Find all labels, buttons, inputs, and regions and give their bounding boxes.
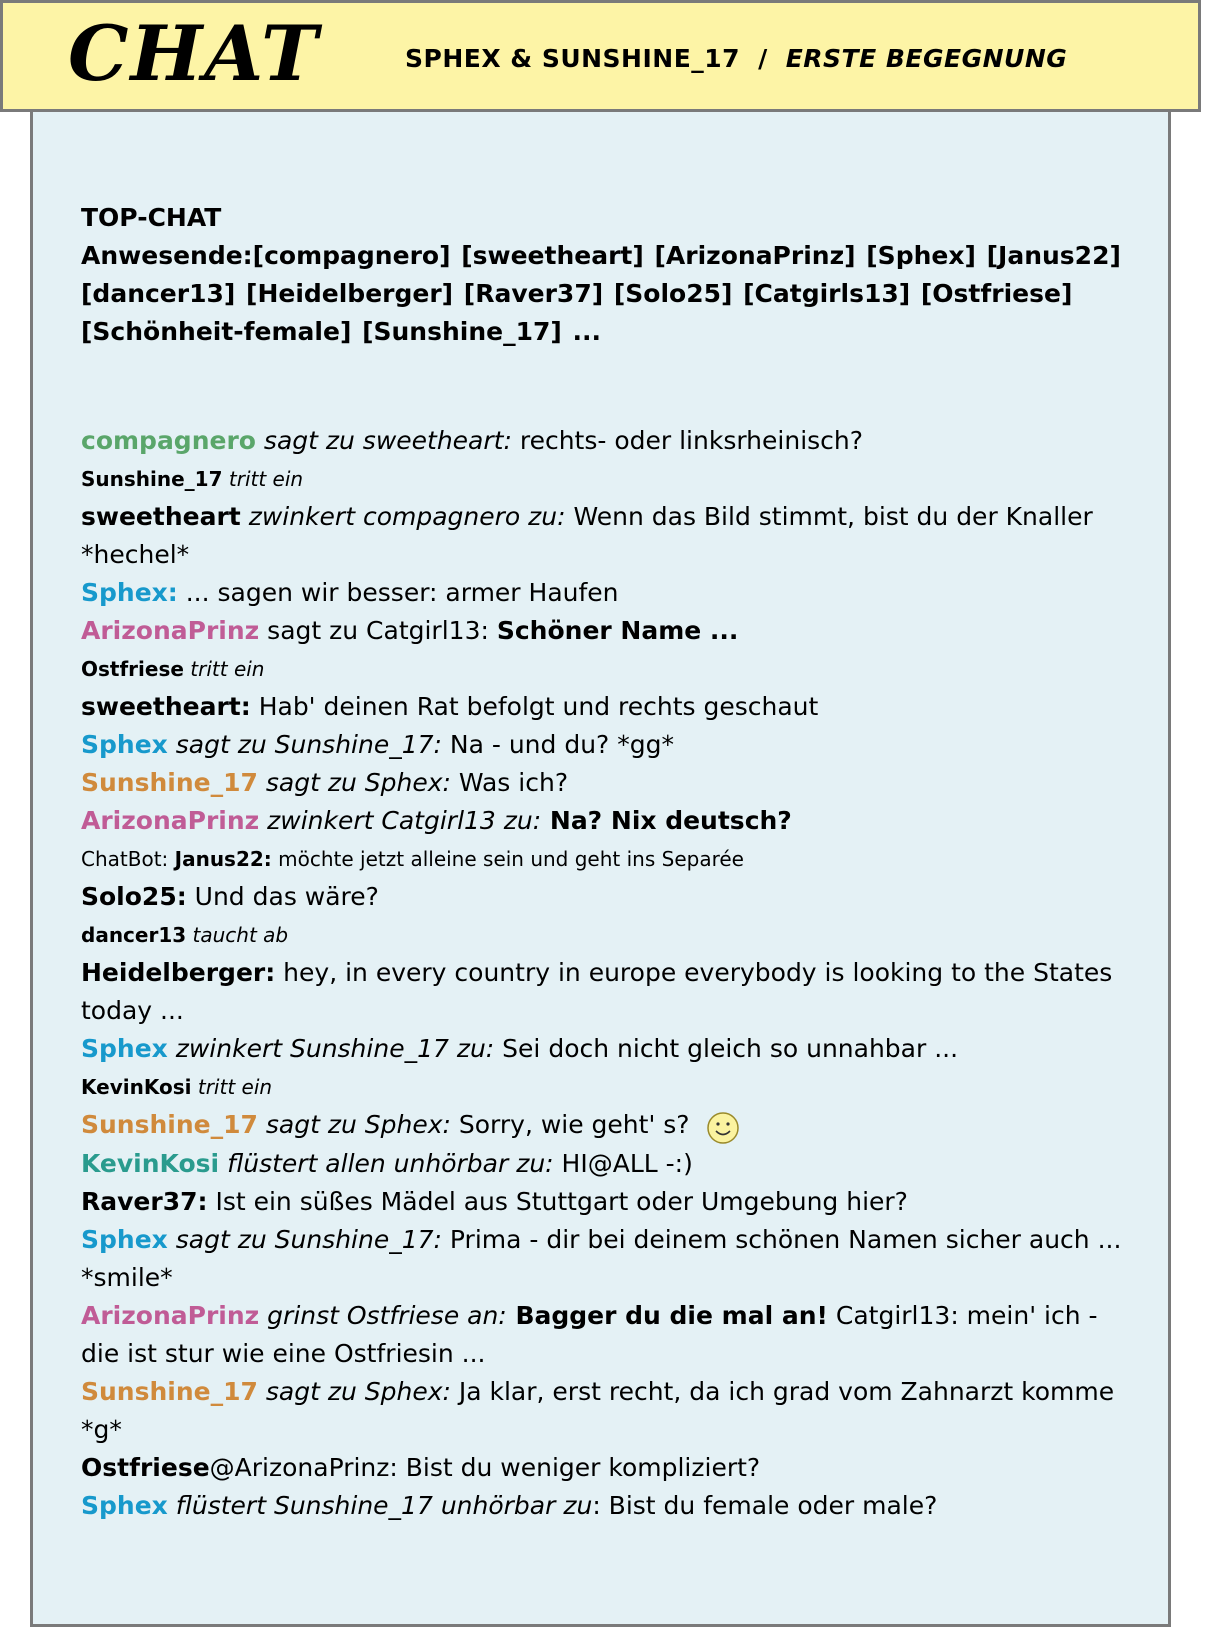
chatbot-prefix: ChatBot: xyxy=(81,847,175,871)
chat-text: HI@ALL -:) xyxy=(553,1149,693,1178)
system-message xyxy=(81,916,1141,954)
chat-logo: CHAT xyxy=(68,9,320,98)
chat-message xyxy=(81,954,1141,1030)
chat-message xyxy=(81,688,1141,726)
chat-text: ... sagen wir besser: armer Haufen xyxy=(177,578,619,607)
smiley-icon xyxy=(706,1111,740,1145)
chat-message xyxy=(81,1373,1141,1449)
chat-message xyxy=(81,764,1141,802)
chat-user: Solo25: xyxy=(81,882,187,911)
chat-action: taucht ab xyxy=(186,923,289,947)
chat-user: ArizonaPrinz xyxy=(81,616,260,645)
chat-message xyxy=(81,574,1141,612)
chat-user: ArizonaPrinz xyxy=(81,806,260,835)
chat-message xyxy=(81,726,1141,764)
chatbot-message xyxy=(81,840,1141,878)
chat-action: flüstert allen unhörbar zu: xyxy=(219,1149,554,1178)
chat-text: Ist ein süßes Mädel aus Stuttgart oder Umgebung hier? xyxy=(207,1187,908,1216)
subtitle-separator: / xyxy=(758,44,768,73)
chat-text: hey, in every country in europe everybody is looking to the States today ... xyxy=(81,958,1113,1025)
chat-action: sagt zu Sphex: xyxy=(257,1110,451,1139)
chat-action: sagt zu Sphex: xyxy=(257,1377,451,1406)
chat-action: sagt zu Sunshine_17: xyxy=(167,730,442,759)
chat-action: sagt zu Sphex: xyxy=(257,768,451,797)
chat-text: rechts- oder linksrheinisch? xyxy=(511,426,864,455)
chat-strong-text: Schöner Name ... xyxy=(496,616,739,645)
chat-text: Prima - dir bei deinem schönen Namen sicher auch ... *smile* xyxy=(81,1225,1122,1292)
chat-user: Ostfriese xyxy=(81,1453,210,1482)
chat-user: Sphex xyxy=(81,1491,168,1520)
chat-message xyxy=(81,878,1141,916)
chat-text: Sei doch nicht gleich so unnahbar ... xyxy=(494,1034,959,1063)
chat-text: : Bist du female oder male? xyxy=(592,1491,938,1520)
chat-text: Catgirl13: mein' ich - die ist stur wie eine Ostfriesin ... xyxy=(81,1301,1098,1368)
chat-user: Sunshine_17 xyxy=(81,467,223,491)
chat-header xyxy=(0,0,1201,112)
chat-user: compagnero xyxy=(81,426,256,455)
chat-message xyxy=(81,498,1141,574)
chat-user: sweetheart xyxy=(81,502,241,531)
chat-action: tritt ein xyxy=(191,1075,273,1099)
chat-text: Wenn das Bild stimmt, bist du der Knaller *hechel* xyxy=(81,502,1093,569)
chat-action: sagt zu Sunshine_17: xyxy=(167,1225,442,1254)
chat-strong-text: Na? Nix deutsch? xyxy=(541,806,792,835)
subtitle-participants: SPHEX & SUNSHINE_17 xyxy=(405,44,741,73)
chat-user: dancer13 xyxy=(81,923,187,947)
chat-message xyxy=(81,1221,1141,1297)
chat-user: KevinKosi xyxy=(81,1149,220,1178)
chat-panel xyxy=(30,112,1171,1627)
chat-user: Sunshine_17 xyxy=(81,768,258,797)
chat-user: Sphex: xyxy=(81,578,178,607)
chat-log xyxy=(81,422,1141,1525)
chat-user: Janus22: xyxy=(174,847,272,871)
chat-user: Ostfriese xyxy=(81,657,184,681)
system-message xyxy=(81,460,1141,498)
chat-action: zwinkert Catgirl13 zu: xyxy=(259,806,542,835)
chat-action: tritt ein xyxy=(222,467,304,491)
room-info xyxy=(81,199,1141,351)
subtitle-topic: ERSTE BEGEGNUNG xyxy=(785,44,1068,73)
chat-text: Na - und du? *gg* xyxy=(441,730,675,759)
chat-user: Sphex xyxy=(81,1034,168,1063)
chat-message xyxy=(81,1449,1141,1487)
room-title: TOP-CHAT xyxy=(81,203,222,232)
chat-text: @ArizonaPrinz: Bist du weniger kompliziert? xyxy=(209,1453,761,1482)
chat-message xyxy=(81,1183,1141,1221)
chat-strong-text: Bagger du die mal an! xyxy=(506,1301,828,1330)
chat-message xyxy=(81,1297,1141,1373)
chat-user: Sphex xyxy=(81,1225,168,1254)
chat-message xyxy=(81,1106,1141,1145)
chat-text: Und das wäre? xyxy=(186,882,379,911)
chat-user: Sunshine_17 xyxy=(81,1377,258,1406)
chat-action: zwinkert Sunshine_17 zu: xyxy=(167,1034,495,1063)
chat-text: Hab' deinen Rat befolgt und rechts geschaut xyxy=(250,692,819,721)
chat-user: KevinKosi xyxy=(81,1075,192,1099)
chat-message xyxy=(81,422,1141,460)
chat-subtitle xyxy=(405,44,1067,73)
chat-text: Sorry, wie geht' s? xyxy=(450,1110,690,1139)
system-message xyxy=(81,650,1141,688)
chat-action: tritt ein xyxy=(183,657,265,681)
system-message xyxy=(81,1068,1141,1106)
chat-action: zwinkert compagnero zu: xyxy=(240,502,566,531)
chat-message xyxy=(81,802,1141,840)
chat-user: Raver37: xyxy=(81,1187,208,1216)
room-members: Anwesende:[compagnero] [sweetheart] [ArizonaPrinz] [Sphex] [Janus22] [dancer13] [Heidelberger] [Raver37] [Solo25] [Catgirls13] [Ostfriese] [Schönheit-female] [Sunshine_17] ... xyxy=(81,241,1121,346)
chat-message xyxy=(81,612,1141,650)
chat-message xyxy=(81,1030,1141,1068)
chat-action: sagt zu sweetheart: xyxy=(255,426,512,455)
chat-text: Ja klar, erst recht, da ich grad vom Zahnarzt komme *g* xyxy=(81,1377,1115,1444)
chat-text: sagt zu Catgirl13: xyxy=(259,616,497,645)
chat-user: ArizonaPrinz xyxy=(81,1301,260,1330)
chat-user: Sphex xyxy=(81,730,168,759)
chat-action: flüstert Sunshine_17 unhörbar zu xyxy=(167,1491,593,1520)
chat-action: grinst Ostfriese an: xyxy=(259,1301,507,1330)
chat-text: Was ich? xyxy=(450,768,569,797)
chat-user: sweetheart: xyxy=(81,692,251,721)
chat-message xyxy=(81,1487,1141,1525)
chat-user: Sunshine_17 xyxy=(81,1110,258,1139)
chat-user: Heidelberger: xyxy=(81,958,276,987)
chat-text: möchte jetzt alleine sein und geht ins Separée xyxy=(271,847,744,871)
chat-message xyxy=(81,1145,1141,1183)
